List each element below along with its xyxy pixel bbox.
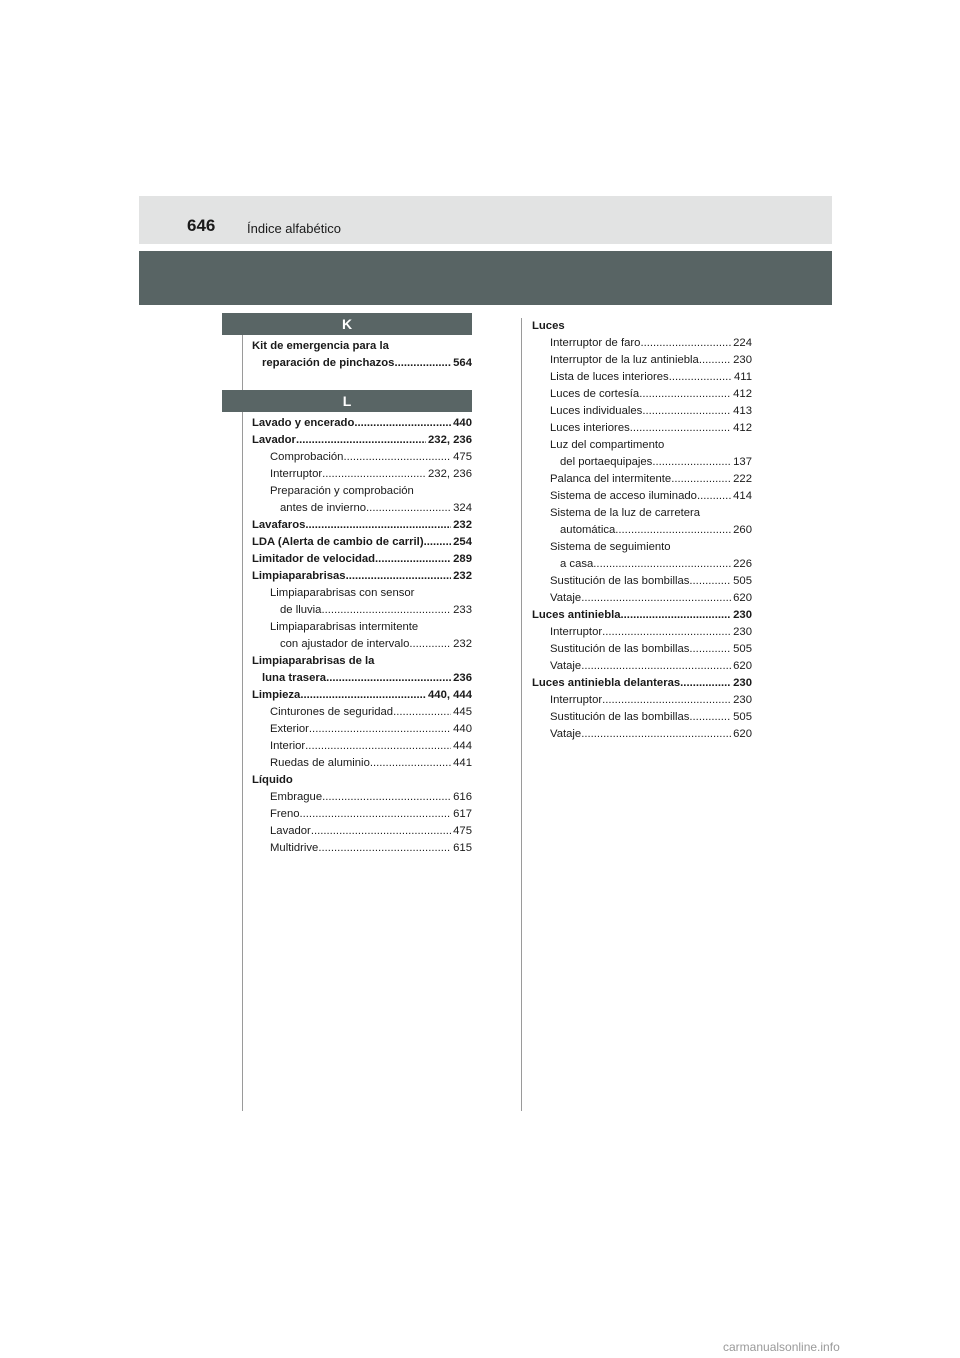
index-entry [532, 641, 752, 658]
index-entry [252, 772, 472, 789]
dot-leader [669, 369, 732, 386]
index-entry [252, 466, 472, 483]
section-title: Índice alfabético [247, 221, 341, 236]
page-reference: 414 [733, 490, 752, 502]
column-divider-right [521, 318, 522, 1111]
dot-leader [581, 658, 731, 675]
dot-leader [639, 386, 731, 403]
dot-leader [697, 488, 731, 505]
index-entry [252, 585, 472, 602]
page-reference: 505 [733, 643, 752, 655]
page-reference: 232 [453, 570, 472, 582]
dot-leader [305, 738, 451, 755]
page-reference: 616 [453, 791, 472, 803]
dot-leader [370, 755, 451, 772]
index-entry [252, 755, 472, 772]
index-entry [252, 806, 472, 823]
dot-leader [305, 517, 451, 534]
dot-leader [689, 573, 731, 590]
index-entry [532, 658, 752, 675]
dot-leader [394, 355, 451, 372]
index-entry [532, 420, 752, 437]
page-reference: 232 [453, 638, 472, 650]
index-term: Sistema de acceso iluminado [550, 490, 697, 502]
dot-leader [393, 704, 451, 721]
index-term: Limitador de velocidad [252, 553, 376, 565]
dot-leader [642, 403, 731, 420]
page-reference: 232 [453, 519, 472, 531]
index-entry [252, 789, 472, 806]
index-list-luces [532, 318, 752, 743]
index-term: antes de invierno [280, 502, 367, 514]
letter-header-k: K [222, 313, 472, 335]
index-term: Lavador [252, 434, 296, 446]
index-term: luna trasera [262, 672, 327, 684]
page-reference: 230 [733, 626, 752, 638]
index-entry [252, 500, 472, 517]
dot-leader [300, 687, 426, 704]
index-entry [252, 568, 472, 585]
index-entry [532, 454, 752, 471]
dot-leader [689, 641, 731, 658]
index-term: Sustitución de las bombillas [550, 575, 690, 587]
index-term: Limpiaparabrisas de la [252, 655, 375, 667]
index-term: Palanca del intermitente [550, 473, 672, 485]
page-reference: 230 [733, 677, 752, 689]
dot-leader [309, 721, 451, 738]
index-term: Vataje [550, 592, 582, 604]
index-term: Limpieza [252, 689, 301, 701]
index-entry [252, 721, 472, 738]
page-reference: 324 [453, 502, 472, 514]
index-term: Sustitución de las bombillas [550, 711, 690, 723]
index-term: Limpiaparabrisas [252, 570, 346, 582]
page-reference: 254 [453, 536, 472, 548]
index-entry [532, 675, 752, 692]
page-reference: 232, 236 [428, 434, 472, 446]
index-term: Vataje [550, 660, 582, 672]
dot-leader [680, 675, 731, 692]
page-reference: 620 [733, 728, 752, 740]
page-reference: 413 [733, 405, 752, 417]
index-entry [532, 522, 752, 539]
index-list-k [252, 338, 472, 372]
dot-leader [409, 636, 451, 653]
index-term: del portaequipajes [560, 456, 653, 468]
page-reference: 475 [453, 825, 472, 837]
index-term: de lluvia [280, 604, 322, 616]
page-reference: 230 [733, 354, 752, 366]
page-reference: 441 [453, 757, 472, 769]
dot-leader [593, 556, 731, 573]
dot-leader [326, 670, 451, 687]
page-reference: 620 [733, 660, 752, 672]
index-term: Multidrive [270, 842, 319, 854]
index-term: Lavafaros [252, 519, 306, 531]
dot-leader [296, 432, 426, 449]
index-term: Luz del compartimento [550, 439, 665, 451]
index-entry [532, 539, 752, 556]
page-reference: 440 [453, 723, 472, 735]
index-entry [252, 483, 472, 500]
index-entry [252, 704, 472, 721]
index-entry [252, 449, 472, 466]
dot-leader [322, 466, 426, 483]
index-entry [532, 505, 752, 522]
index-entry [532, 607, 752, 624]
index-term: Exterior [270, 723, 309, 735]
page-reference: 137 [733, 456, 752, 468]
page-reference: 505 [733, 711, 752, 723]
index-entry [532, 369, 752, 386]
page-reference: 444 [453, 740, 472, 752]
index-term: Interior [270, 740, 306, 752]
index-entry [252, 355, 472, 372]
dot-leader [671, 471, 731, 488]
page-reference: 224 [733, 337, 752, 349]
page-reference: 440, 444 [428, 689, 472, 701]
dot-leader [602, 692, 731, 709]
index-entry [252, 840, 472, 857]
index-term: Ruedas de aluminio [270, 757, 370, 769]
index-entry [532, 386, 752, 403]
dot-leader [322, 789, 451, 806]
page-reference: 564 [453, 357, 472, 369]
page-number: 646 [187, 216, 216, 235]
index-term: Kit de emergencia para la [252, 340, 389, 352]
index-term: Lavador [270, 825, 311, 837]
page-reference: 445 [453, 706, 472, 718]
index-term: automática [560, 524, 616, 536]
index-term: Sustitución de las bombillas [550, 643, 690, 655]
index-entry [252, 738, 472, 755]
index-entry [532, 709, 752, 726]
index-entry [532, 556, 752, 573]
index-entry [532, 318, 752, 335]
index-entry [532, 590, 752, 607]
index-term: a casa [560, 558, 594, 570]
dot-leader [354, 415, 451, 432]
index-entry [532, 624, 752, 641]
index-term: Freno [270, 808, 300, 820]
dot-leader [621, 607, 732, 624]
dot-leader [311, 823, 451, 840]
page-reference: 505 [733, 575, 752, 587]
watermark: carmanualsonline.info [723, 1340, 840, 1354]
index-term: Limpiaparabrisas con sensor [270, 587, 415, 599]
index-entry [532, 471, 752, 488]
page-reference: 620 [733, 592, 752, 604]
index-term: Interruptor de la luz antiniebla [550, 354, 699, 366]
index-term: Luces antiniebla delanteras [532, 677, 681, 689]
index-term: Luces [532, 320, 565, 332]
dot-leader [615, 522, 731, 539]
index-entry [252, 687, 472, 704]
index-list-l [252, 415, 472, 857]
index-term: Embrague [270, 791, 323, 803]
index-entry [252, 432, 472, 449]
dot-leader [630, 420, 731, 437]
index-entry [532, 573, 752, 590]
index-term: Lavado y encerado [252, 417, 355, 429]
index-entry [532, 488, 752, 505]
index-entry [252, 602, 472, 619]
letter-header-l: L [222, 390, 472, 412]
index-entry [532, 352, 752, 369]
page-reference: 232, 236 [428, 468, 472, 480]
dot-leader [366, 500, 451, 517]
index-term: Cinturones de seguridad [270, 706, 394, 718]
index-entry [252, 338, 472, 355]
index-entry [252, 619, 472, 636]
page-reference: 226 [733, 558, 752, 570]
index-term: Sistema de seguimiento [550, 541, 671, 553]
page-reference: 260 [733, 524, 752, 536]
dot-leader [602, 624, 731, 641]
index-term: Luces antiniebla [532, 609, 621, 621]
dot-leader [300, 806, 452, 823]
dot-leader [318, 840, 451, 857]
page-reference: 412 [733, 422, 752, 434]
title-band [139, 251, 832, 305]
dot-leader [640, 335, 731, 352]
index-term: Interruptor [270, 468, 323, 480]
page-reference: 233 [453, 604, 472, 616]
index-term: Interruptor [550, 626, 603, 638]
header-band [139, 196, 832, 244]
index-entry [532, 403, 752, 420]
index-term: Lista de luces interiores [550, 371, 669, 383]
column-divider-left [242, 318, 243, 1111]
page-reference: 289 [453, 553, 472, 565]
index-term: Interruptor de faro [550, 337, 641, 349]
index-entry [252, 670, 472, 687]
index-term: con ajustador de intervalo [280, 638, 410, 650]
index-term: Preparación y comprobación [270, 485, 414, 497]
index-term: Líquido [252, 774, 293, 786]
index-entry [532, 437, 752, 454]
index-entry [532, 335, 752, 352]
dot-leader [375, 551, 451, 568]
index-term: Comprobación [270, 451, 344, 463]
page-reference: 230 [733, 694, 752, 706]
index-term: Luces individuales [550, 405, 643, 417]
index-entry [252, 534, 472, 551]
index-entry [532, 726, 752, 743]
index-term: Sistema de la luz de carretera [550, 507, 701, 519]
page-reference: 411 [733, 371, 752, 383]
page-reference: 230 [733, 609, 752, 621]
index-entry [252, 636, 472, 653]
index-term: Luces de cortesía [550, 388, 640, 400]
index-entry [252, 517, 472, 534]
dot-leader [346, 568, 452, 585]
index-term: reparación de pinchazos [262, 357, 395, 369]
page-reference: 222 [733, 473, 752, 485]
page-reference: 615 [453, 842, 472, 854]
dot-leader [699, 352, 731, 369]
dot-leader [689, 709, 731, 726]
dot-leader [424, 534, 452, 551]
index-term: Limpiaparabrisas intermitente [270, 621, 419, 633]
index-entry [252, 415, 472, 432]
page-reference: 236 [453, 672, 472, 684]
dot-leader [321, 602, 451, 619]
index-term: Luces interiores [550, 422, 630, 434]
page-reference: 475 [453, 451, 472, 463]
dot-leader [581, 590, 731, 607]
index-term: Vataje [550, 728, 582, 740]
index-term: LDA (Alerta de cambio de carril) [252, 536, 424, 548]
page-reference: 412 [733, 388, 752, 400]
page-reference: 440 [453, 417, 472, 429]
dot-leader [652, 454, 731, 471]
dot-leader [343, 449, 451, 466]
index-term: Interruptor [550, 694, 603, 706]
index-entry [532, 692, 752, 709]
dot-leader [581, 726, 731, 743]
page-reference: 617 [453, 808, 472, 820]
index-entry [252, 653, 472, 670]
index-entry [252, 551, 472, 568]
index-entry [252, 823, 472, 840]
